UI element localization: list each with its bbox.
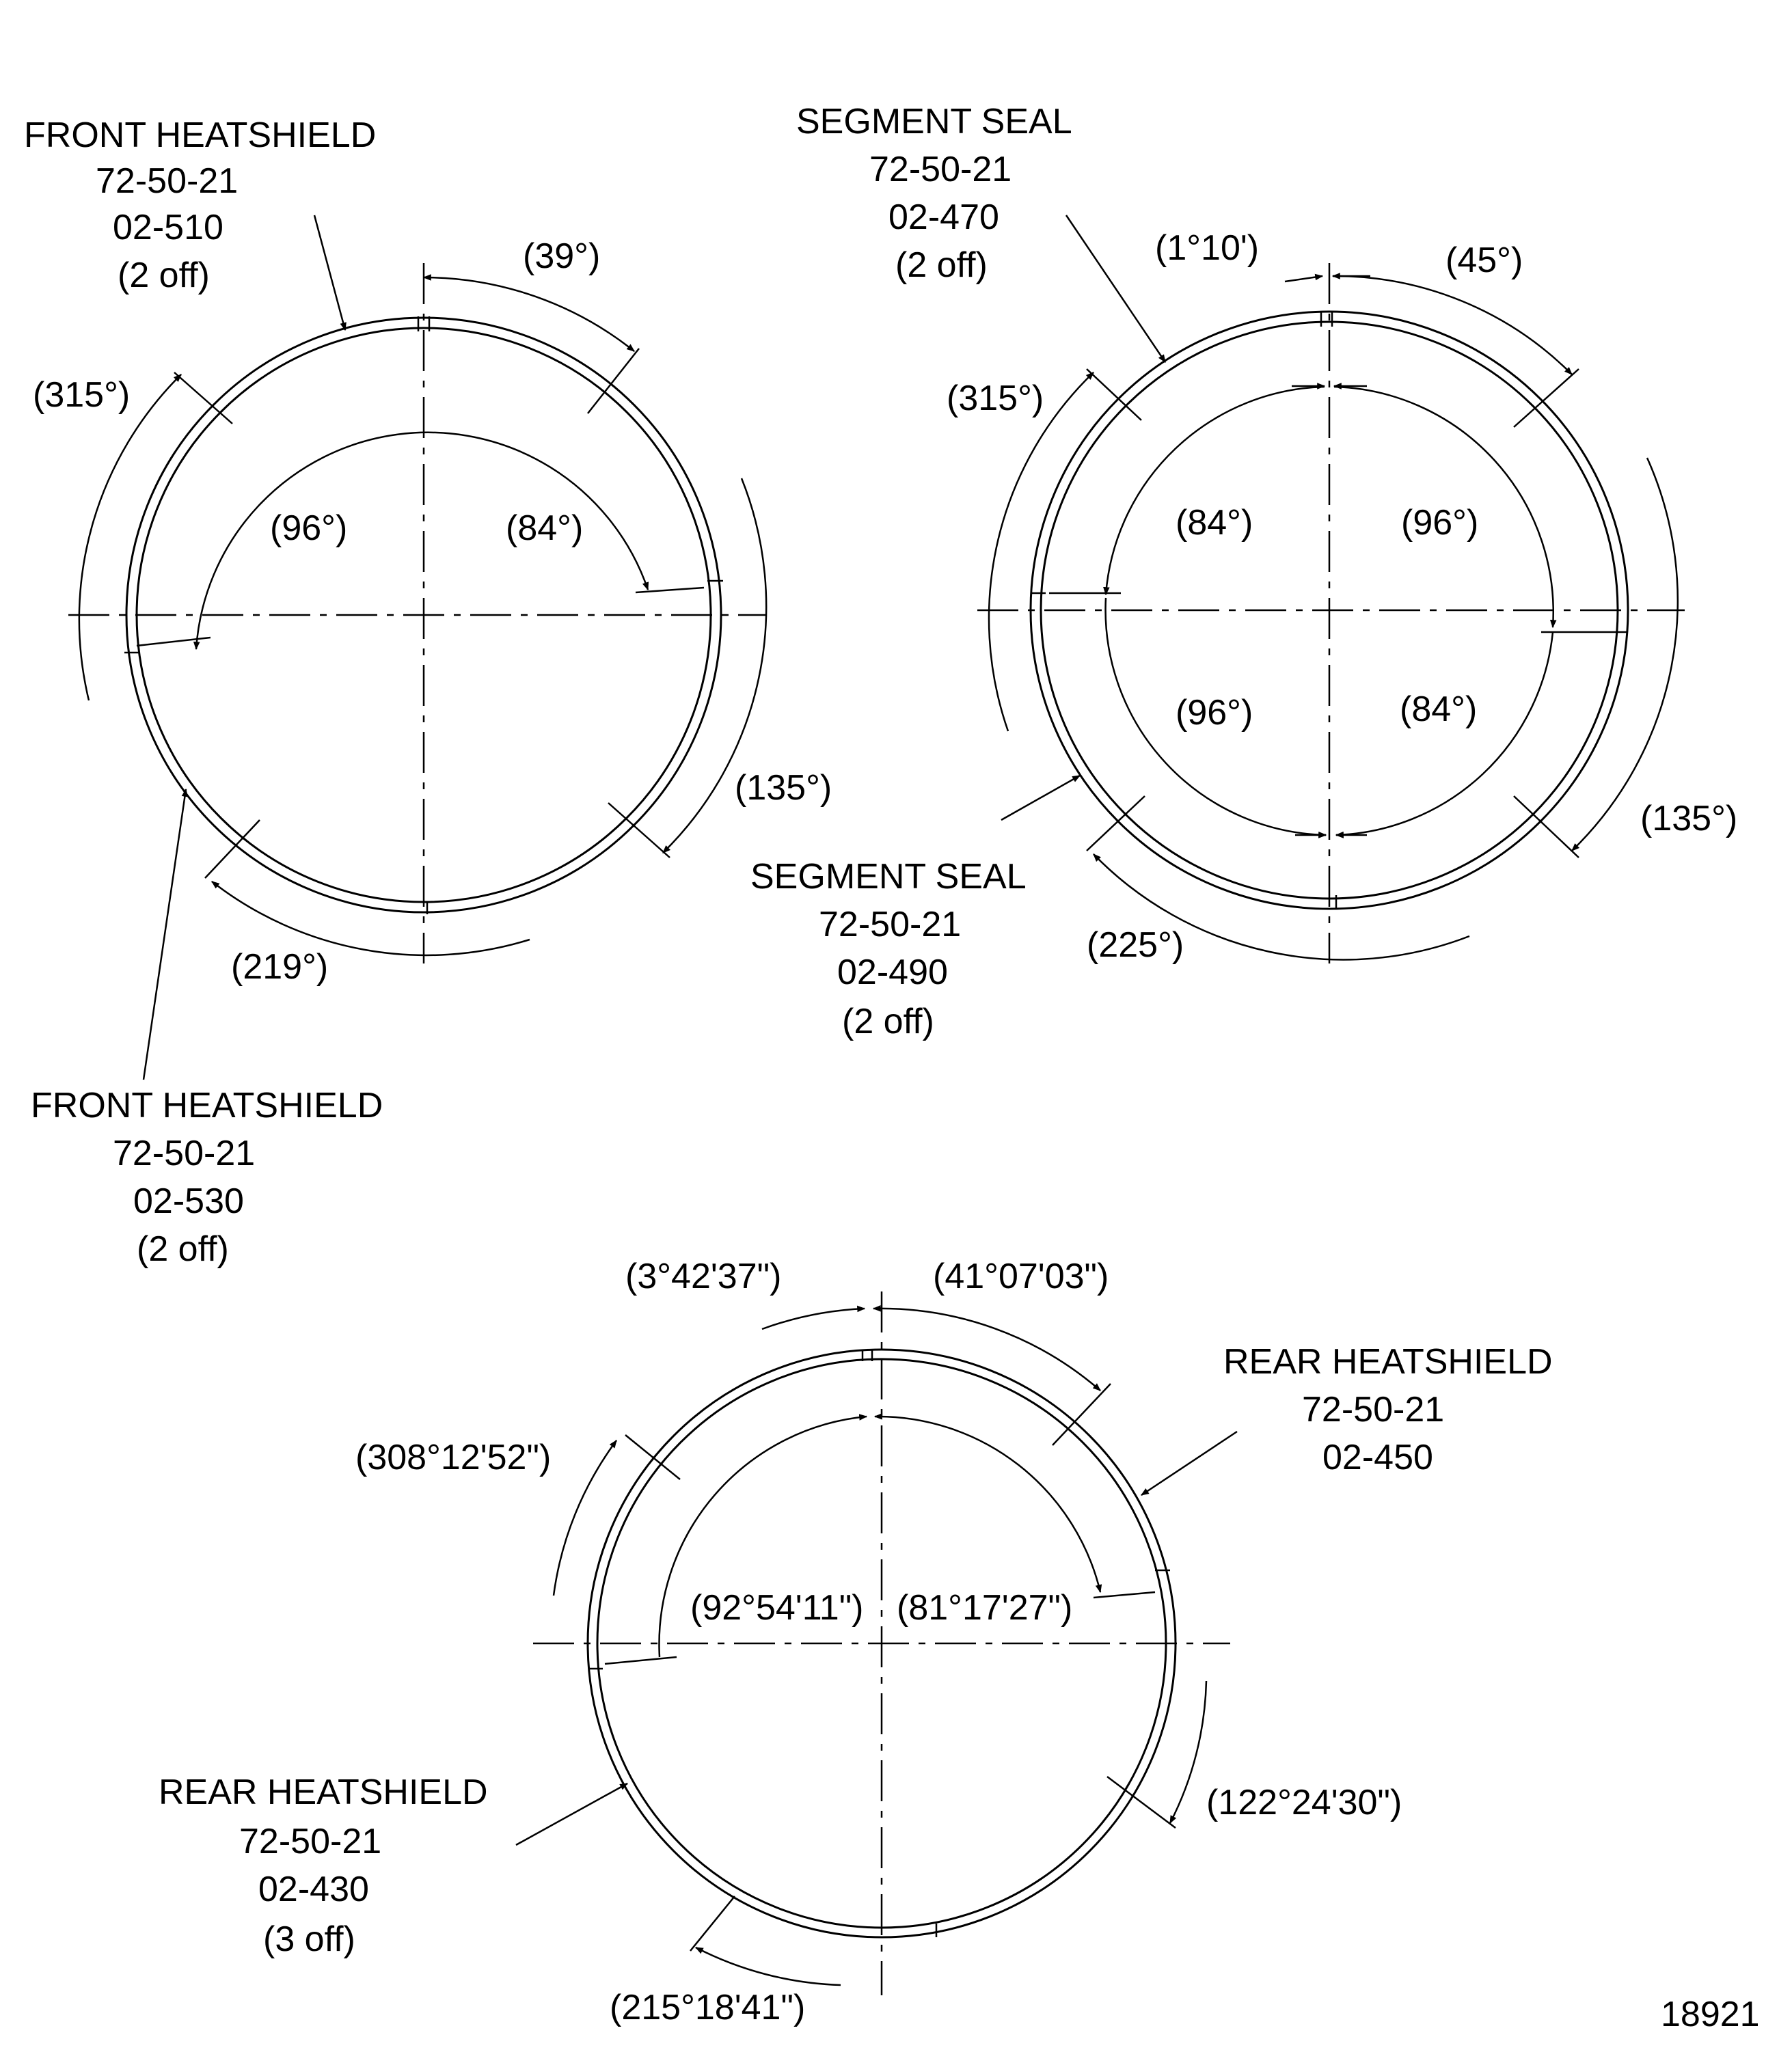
callout-ref: 72-50-21 [96, 161, 239, 201]
rear-leader-02-450 [1141, 1432, 1237, 1495]
rear-arc-3-42-37 [762, 1309, 865, 1329]
rear-angle-215-18-41: (215°18'41") [610, 1988, 806, 2027]
callout-title: SEGMENT SEAL [796, 102, 1072, 141]
callout-qty: (2 off) [118, 256, 210, 295]
callout-ref: 72-50-21 [1302, 1390, 1445, 1430]
callout-ref: 72-50-21 [239, 1822, 382, 1861]
seal-angle-96-lower: (96°) [1176, 693, 1253, 733]
callout-item: 02-430 [258, 1870, 369, 1909]
seal-leader-02-470 [1066, 215, 1165, 362]
seal-angle-225: (225°) [1087, 925, 1184, 965]
rear-arc-81 [875, 1417, 1100, 1592]
callout-segment-seal-02-490 [750, 857, 1027, 1041]
callout-title: FRONT HEATSHIELD [31, 1086, 383, 1125]
rear-heatshield-assembly [159, 1257, 1553, 2027]
rear-angle-308-12-52: (308°12'52") [355, 1438, 552, 1477]
seal-arc-1-10-left [1285, 276, 1322, 282]
callout-qty: (2 off) [137, 1229, 229, 1269]
callout-ref: 72-50-21 [819, 905, 962, 944]
seal-angle-84-upper: (84°) [1176, 503, 1253, 543]
callout-segment-seal-02-470 [796, 102, 1072, 285]
rear-tick-41 [1053, 1384, 1111, 1445]
rear-angle-81-17-27: (81°17'27") [897, 1588, 1073, 1628]
rear-tick-308 [625, 1435, 680, 1479]
callout-front-heatshield-02-530 [31, 1086, 383, 1269]
seal-angle-135: (135°) [1640, 799, 1738, 838]
rear-angle-3-42-37: (3°42'37") [625, 1257, 782, 1296]
front-tick-96 [137, 638, 211, 646]
front-leader-02-510 [314, 215, 345, 330]
callout-qty: (3 off) [263, 1919, 355, 1959]
front-angle-84: (84°) [506, 508, 584, 548]
callout-item: 02-510 [113, 208, 223, 247]
front-angle-39: (39°) [523, 236, 601, 276]
callout-ref: 72-50-21 [869, 150, 1012, 189]
callout-qty: (2 off) [842, 1002, 934, 1041]
seal-arc-315 [989, 372, 1094, 731]
rear-arc-122 [1170, 1681, 1206, 1823]
rear-leader-02-430 [516, 1783, 627, 1845]
front-arc-315 [79, 374, 181, 700]
seal-leader-02-490 [1001, 776, 1080, 820]
callout-title: SEGMENT SEAL [750, 857, 1027, 897]
rear-angle-122-24-30: (122°24'30") [1206, 1783, 1402, 1822]
callout-qty: (2 off) [895, 245, 988, 285]
rear-tick-81 [1094, 1592, 1155, 1598]
callout-item: 02-490 [837, 953, 948, 992]
segment-seal-assembly [750, 102, 1737, 1041]
callout-item: 02-530 [133, 1181, 244, 1221]
callout-rear-heatshield-02-450 [1223, 1342, 1553, 1477]
seal-inner-arc-84-lower [1336, 632, 1553, 835]
callout-rear-heatshield-02-430 [159, 1773, 488, 1959]
front-arc-219 [212, 881, 530, 955]
callout-title: FRONT HEATSHIELD [24, 115, 377, 155]
callout-title: REAR HEATSHIELD [159, 1773, 488, 1812]
callout-front-heatshield-02-510 [24, 115, 376, 295]
seal-angle-1-10: (1°10') [1155, 228, 1260, 268]
seal-angle-96-upper: (96°) [1401, 503, 1479, 543]
callout-item: 02-470 [888, 197, 999, 237]
seal-angle-45: (45°) [1445, 241, 1523, 280]
front-tick-84 [636, 588, 704, 592]
rear-angle-41-07-03: (41°07'03") [933, 1257, 1109, 1296]
front-leader-02-530 [144, 789, 186, 1080]
front-angle-135: (135°) [735, 768, 832, 808]
front-heatshield-assembly [24, 115, 832, 1269]
front-arc-39 [424, 277, 634, 351]
front-angle-219: (219°) [231, 947, 329, 987]
front-tick-135 [608, 803, 670, 858]
rear-tick-215 [690, 1896, 735, 1951]
front-angle-315: (315°) [33, 375, 131, 415]
rear-tick-92 [605, 1657, 677, 1664]
rear-angle-92-54-11: (92°54'11") [690, 1588, 864, 1628]
rear-arc-215 [696, 1947, 841, 1985]
front-angle-96: (96°) [270, 508, 348, 548]
callout-title: REAR HEATSHIELD [1223, 1342, 1553, 1382]
seal-angle-84-lower: (84°) [1400, 689, 1478, 729]
callout-ref: 72-50-21 [113, 1134, 256, 1173]
callout-item: 02-450 [1322, 1438, 1433, 1477]
seal-angle-315: (315°) [947, 379, 1044, 418]
figure-number: 18921 [1661, 1995, 1760, 2034]
front-tick-39 [588, 348, 639, 413]
seal-tick-315 [1087, 369, 1141, 420]
seal-tick-135 [1514, 796, 1579, 858]
